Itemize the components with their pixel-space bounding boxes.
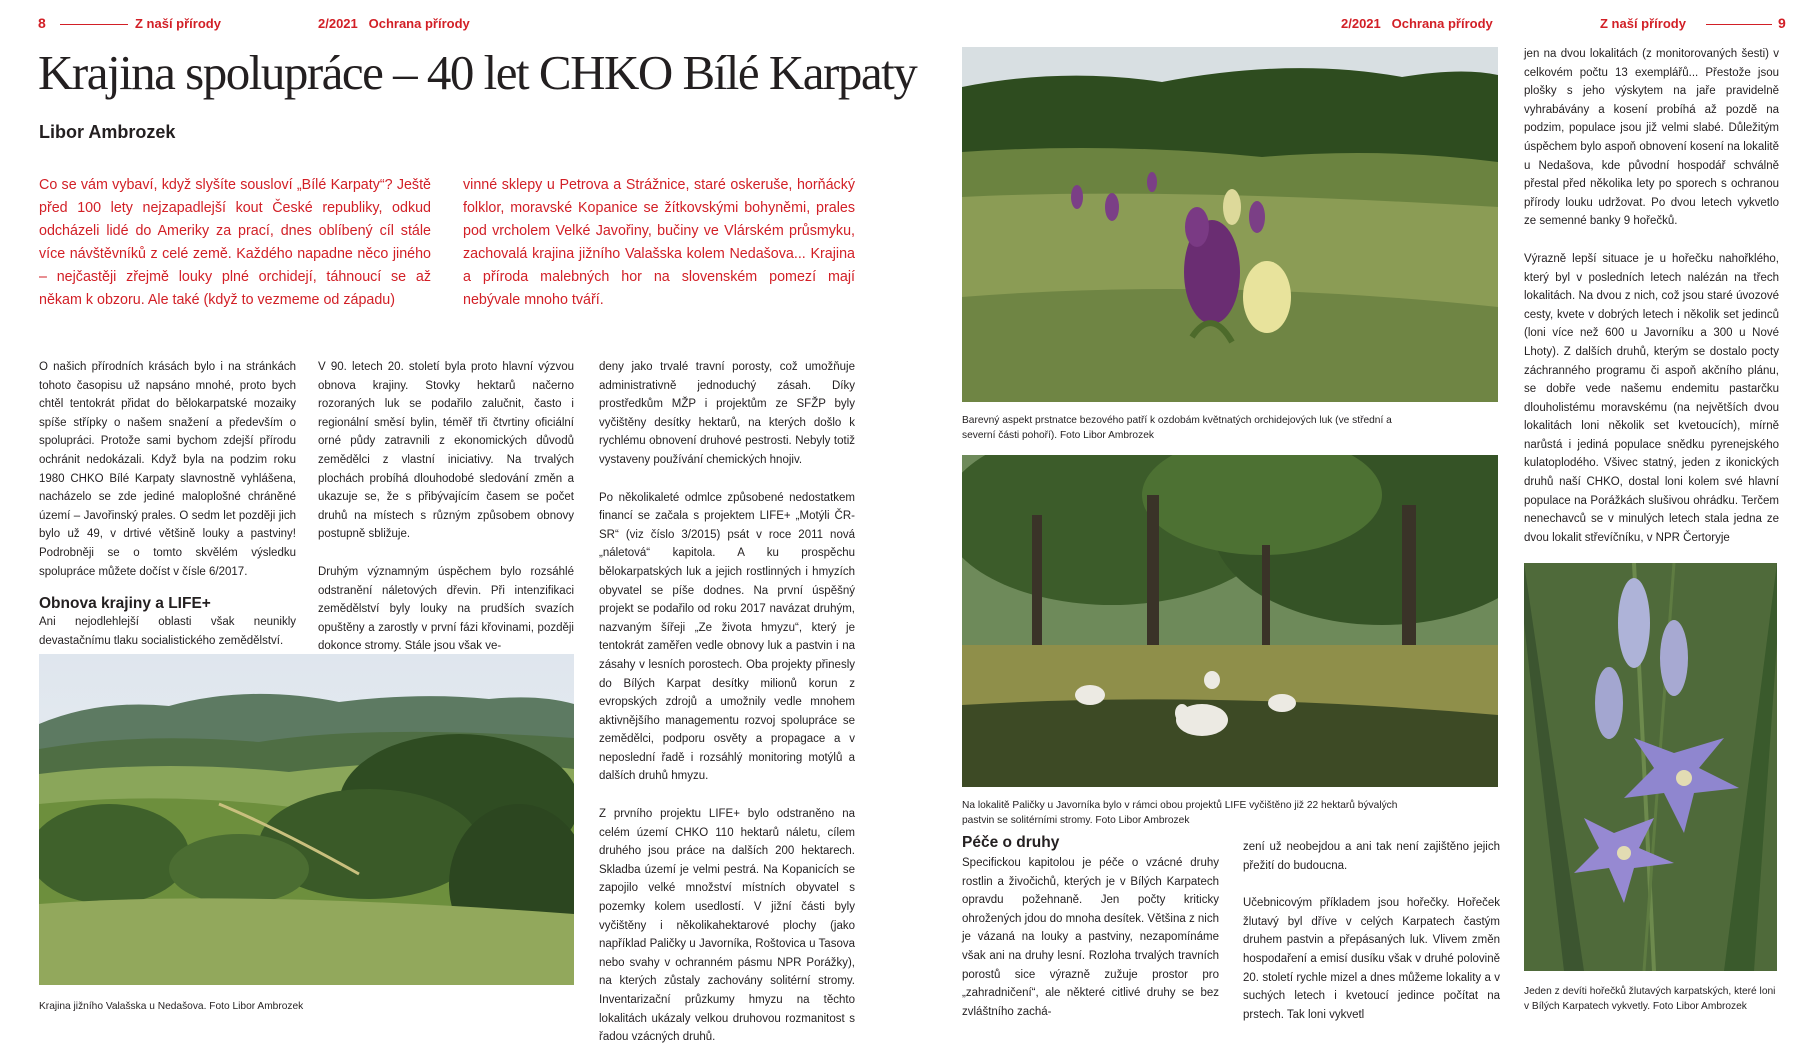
paragraph: jen na dvou lokalitách (z monitorovaných šesti) v celkovém počtu 13 exemplářů... Přestože jsou plošky s jeho výskytem na jaře pravidelně vyhrabávány a kosení probíhá až pozdě na podzim, populace jsou již velmi slabé. Důležitým úspěchem bylo aspoň obnovení kosení na lokalitě u Nedašova, kde původní hospodář schválně přestal před několika lety po sporech s ochranou přírody louku udržovat. Po dvou letech vykvetlo ze semenné banky 9 hořečků. bbox=[1524, 48, 1779, 228]
paragraph: Výrazně lepší situace je u hořečku nahořklého, který byl v posledních letech nalézán na třech lokalitách. Na dvou z nich, což jsou staré úvozové cesty, kvete v dobrých letech i několik set jedinců (loni více než 600 u Javorníku a 300 u Nové Lhoty). Z dalších druhů, kterým se dostalo pocty záchranného programu či aspoň akčního plánu, se dobře vede našemu endemitu pastarčku dlouholistému moravskému (na největších dvou lokalitách loni několik set kvetoucích), mírně narůstá i jediná populace snědku pyrenejského kulatoplodého. Všivec statný, jeden z ikonických druhů naší CHKO, dostal loni kolem své hlavní populace na Porážkách slušivou ohrádku. Terčem nenechavců se v minulých letech stala jedna ze dvou lokalit střevíčníku, v NPR Čertoryje bbox=[1524, 252, 1779, 544]
paragraph: V 90. letech 20. století byla proto hlavní výzvou obnova krajiny. Stovky hektarů načerno rozoraných luk se podařilo zalučnit, často i regionální směsí bylin, téměř tři čtvrtiny oficiální orné půdy zatravnili z ekonomických důvodů zemědělci z vlastní iniciativy. Na trvalých plochách probíhá dlouhodobé sledování změn a ukazuje se, že s přibývajícím časem se počet druhů na místech s různým způsobem obnovy postupně sbližuje. bbox=[318, 361, 574, 541]
caption-gentian: Jeden z devíti hořečků žlutavých karpatských, které loni v Bílých Karpatech vykvetly. Foto Libor Ambrozek bbox=[1524, 986, 1776, 1012]
section-label-left: Z naší přírody bbox=[135, 16, 221, 31]
magazine-name: Ochrana přírody bbox=[368, 16, 470, 31]
paragraph: Z prvního projektu LIFE+ bylo odstraněno na celém území CHKO 110 hektarů náletu, cílem druhého jsou práce na dalších 200 hektarech. Skladba území je velmi pestrá. Na Kopanicích se zapojilo velké množství místních obyvatel s pozemky kolem usedlostí. V jižní části byly vyčištěny i několikahektarové plochy (jako například Paličky u Javorníka, Roštovica u Tasova nebo svahy v ochranném pásmu NPR Porážky), na kterých zůstaly zachovány solitérní stromy. Inventarizační průzkumy hmyzu na těchto lokalitách ukázaly velkou druhovou rozmanitost s řadou vzácných druhů. bbox=[599, 808, 855, 1044]
body-column-4 bbox=[962, 834, 1219, 1021]
paragraph: Učebnicovým příkladem jsou hořečky. Hořeček žlutavý byl dříve v celých Karpatech častým druhem pastvin a přepásaných luk. Vlivem změn hospodaření a emisí dusíku však v druhé polovině 20. století rychle mizel a dnes můžeme lokality a v suchých letech i kvetoucí jedince počítat na prstech. Tak loni vykvetl bbox=[1243, 897, 1500, 1021]
photo-orchids bbox=[962, 47, 1498, 402]
body-column-6 bbox=[1524, 45, 1779, 547]
magazine-name: Ochrana přírody bbox=[1391, 16, 1493, 31]
photo-landscape-nedasov bbox=[39, 654, 574, 985]
photo-gentian bbox=[1524, 563, 1777, 971]
paragraph: deny jako trvalé travní porosty, což umožňuje administrativně jednoduchý zásah. Díky prostředkům MŽP i projektům ze SFŽP byly vyčištěny desítky hektarů, na kterých došlo k rychlému obnovení druhové pestrosti. Nebyly totiž vystaveny používání chemických hnojiv. bbox=[599, 361, 855, 466]
body-column-3 bbox=[599, 358, 855, 1047]
issue-label-left bbox=[318, 16, 470, 31]
lead-paragraph-col2: vinné sklepy u Petrova a Strážnice, staré oskeruše, horňácký folklor, moravské Kopanice se žítkovskými bohyněmi, prales pod vrcholem Velké Javořiny, bučiny ve Vlárském průsmyku, zachovalá krajina jižního Valašska kolem Nedašova... Krajina a příroda malebných hor na slovenském pomezí mají nebývale mnoho tváří. bbox=[463, 177, 855, 308]
paragraph: Po několikaleté odmlce způsobené nedostatkem financí se začala s projektem LIFE+ „Motýli ČR-SR“ (viz číslo 3/2015) psát v roce 2011 nová „náletová“ kapitola. A ku prospěchu bělokarpatských luk a jejich rostlinných i hmyzích obyvatel se píše dodnes. Na první úspěšný projekt se podařilo od roku 2017 navázat druhým, nazvaným šířeji „Ze života hmyzu“, který je tentokrát zaměřen vedle obnovy luk a pastvin i na zásahy v lesních porostech. Oba projekty přinesly do Bílých Karpat desítky milionů korun z evropských zdrojů a umožnily vedle mnohem aktivnějšího managementu rozvoj spolupráce se zemědělci, podporu osvěty a propagace a v neposlední řadě i rozsáhlý monitoring motýlů a dalších druhů hmyzu. bbox=[599, 491, 855, 783]
paragraph: Specifickou kapitolou je péče o vzácné druhy rostlin a živočichů, kterých je v Bílých Karpatech opravdu požehnaně. Jen počty kriticky ohrožených jdou do mnoha desítek. Většina z nich je vázaná na louky a pastviny, nezapomínáme však ani na druhy lesní. Rozloha trvalých travních porostů sice výrazně zužuje prostor pro „zahradničení“, ale některé citlivé druhy se bez zvláštního zachá- bbox=[962, 857, 1219, 1018]
issue-number: 2/2021 bbox=[1341, 16, 1381, 31]
header-rule-right bbox=[1706, 24, 1772, 25]
body-column-2 bbox=[318, 358, 574, 656]
body-column-1 bbox=[39, 358, 296, 650]
page-number-right: 9 bbox=[1778, 15, 1786, 31]
body-column-5 bbox=[1243, 838, 1500, 1024]
photo-goats-palicky bbox=[962, 455, 1498, 787]
header-rule-left bbox=[60, 24, 128, 25]
caption-orchids: Barevný aspekt prstnatce bezového patří k ozdobám květnatých orchidejových luk (ve střední a severní části pohoří). Foto Libor Ambrozek bbox=[962, 415, 1392, 441]
lead-paragraph-col1: Co se vám vybaví, když slyšíte sousloví „Bílé Karpaty“? Ještě před 100 lety nejzapadlejší kout České republiky, odkud odcházeli lidé do Ameriky za prací, dnes oblíbený cíl stále více návštěvníků z celé země. Každého napadne něco jiného – nejčastěji zřejmě louky plné orchidejí, táhnoucí se až někam k obzoru. Ale také (když to vezmeme od západu) bbox=[39, 177, 431, 308]
page-number-left: 8 bbox=[38, 15, 46, 31]
caption-goats: Na lokalitě Paličky u Javorníka bylo v rámci obou projektů LIFE vyčištěno již 22 hektarů bývalých pastvin se solitérními stromy. Foto Libor Ambrozek bbox=[962, 800, 1398, 826]
article-title: Krajina spolupráce – 40 let CHKO Bílé Karpaty bbox=[38, 45, 917, 100]
subheading-obnova: Obnova krajiny a LIFE+ bbox=[39, 595, 211, 613]
subheading-pece: Péče o druhy bbox=[962, 834, 1060, 851]
section-label-right: Z naší přírody bbox=[1600, 16, 1686, 31]
paragraph: O našich přírodních krásách bylo i na stránkách tohoto časopisu už napsáno mnohé, proto bych chtěl tentokrát přidat do bělokarpatské mozaiky spíše střípky o našem snažení a především o spolupráci. Protože sami bychom zdejší přírodu ochránit nedokázali. Když byla na podzim roku 1980 CHKO Bílé Karpaty slavnostně vyhlášena, nacházelo se zde jediné maloplošné chráněné území – Javořinský prales. O sedm let později jich bylo už 49, v drtivé většině louky a pastviny! Podrobněji se o tomto skvělém výsledku spolupráce můžete dočíst v čísle 6/2017. bbox=[39, 361, 296, 578]
article-author: Libor Ambrozek bbox=[39, 122, 176, 142]
issue-label-right bbox=[1341, 16, 1493, 31]
paragraph: Druhým významným úspěchem bylo rozsáhlé odstranění náletových dřevin. Při intenzifikaci zemědělství byly louky na prudších svazích opuštěny a zarostly v první fázi křovinami, později dokonce stromy. Stále jsou však ve- bbox=[318, 565, 574, 653]
paragraph: Ani nejodlehlejší oblasti však neunikly devastačnímu tlaku socialistického zemědělství. bbox=[39, 616, 296, 647]
issue-number: 2/2021 bbox=[318, 16, 358, 31]
paragraph: zení už neobejdou a ani tak není zajištěno jejich přežití do budoucna. bbox=[1243, 841, 1500, 872]
caption-landscape: Krajina jižního Valašska u Nedašova. Foto Libor Ambrozek bbox=[39, 1001, 304, 1012]
